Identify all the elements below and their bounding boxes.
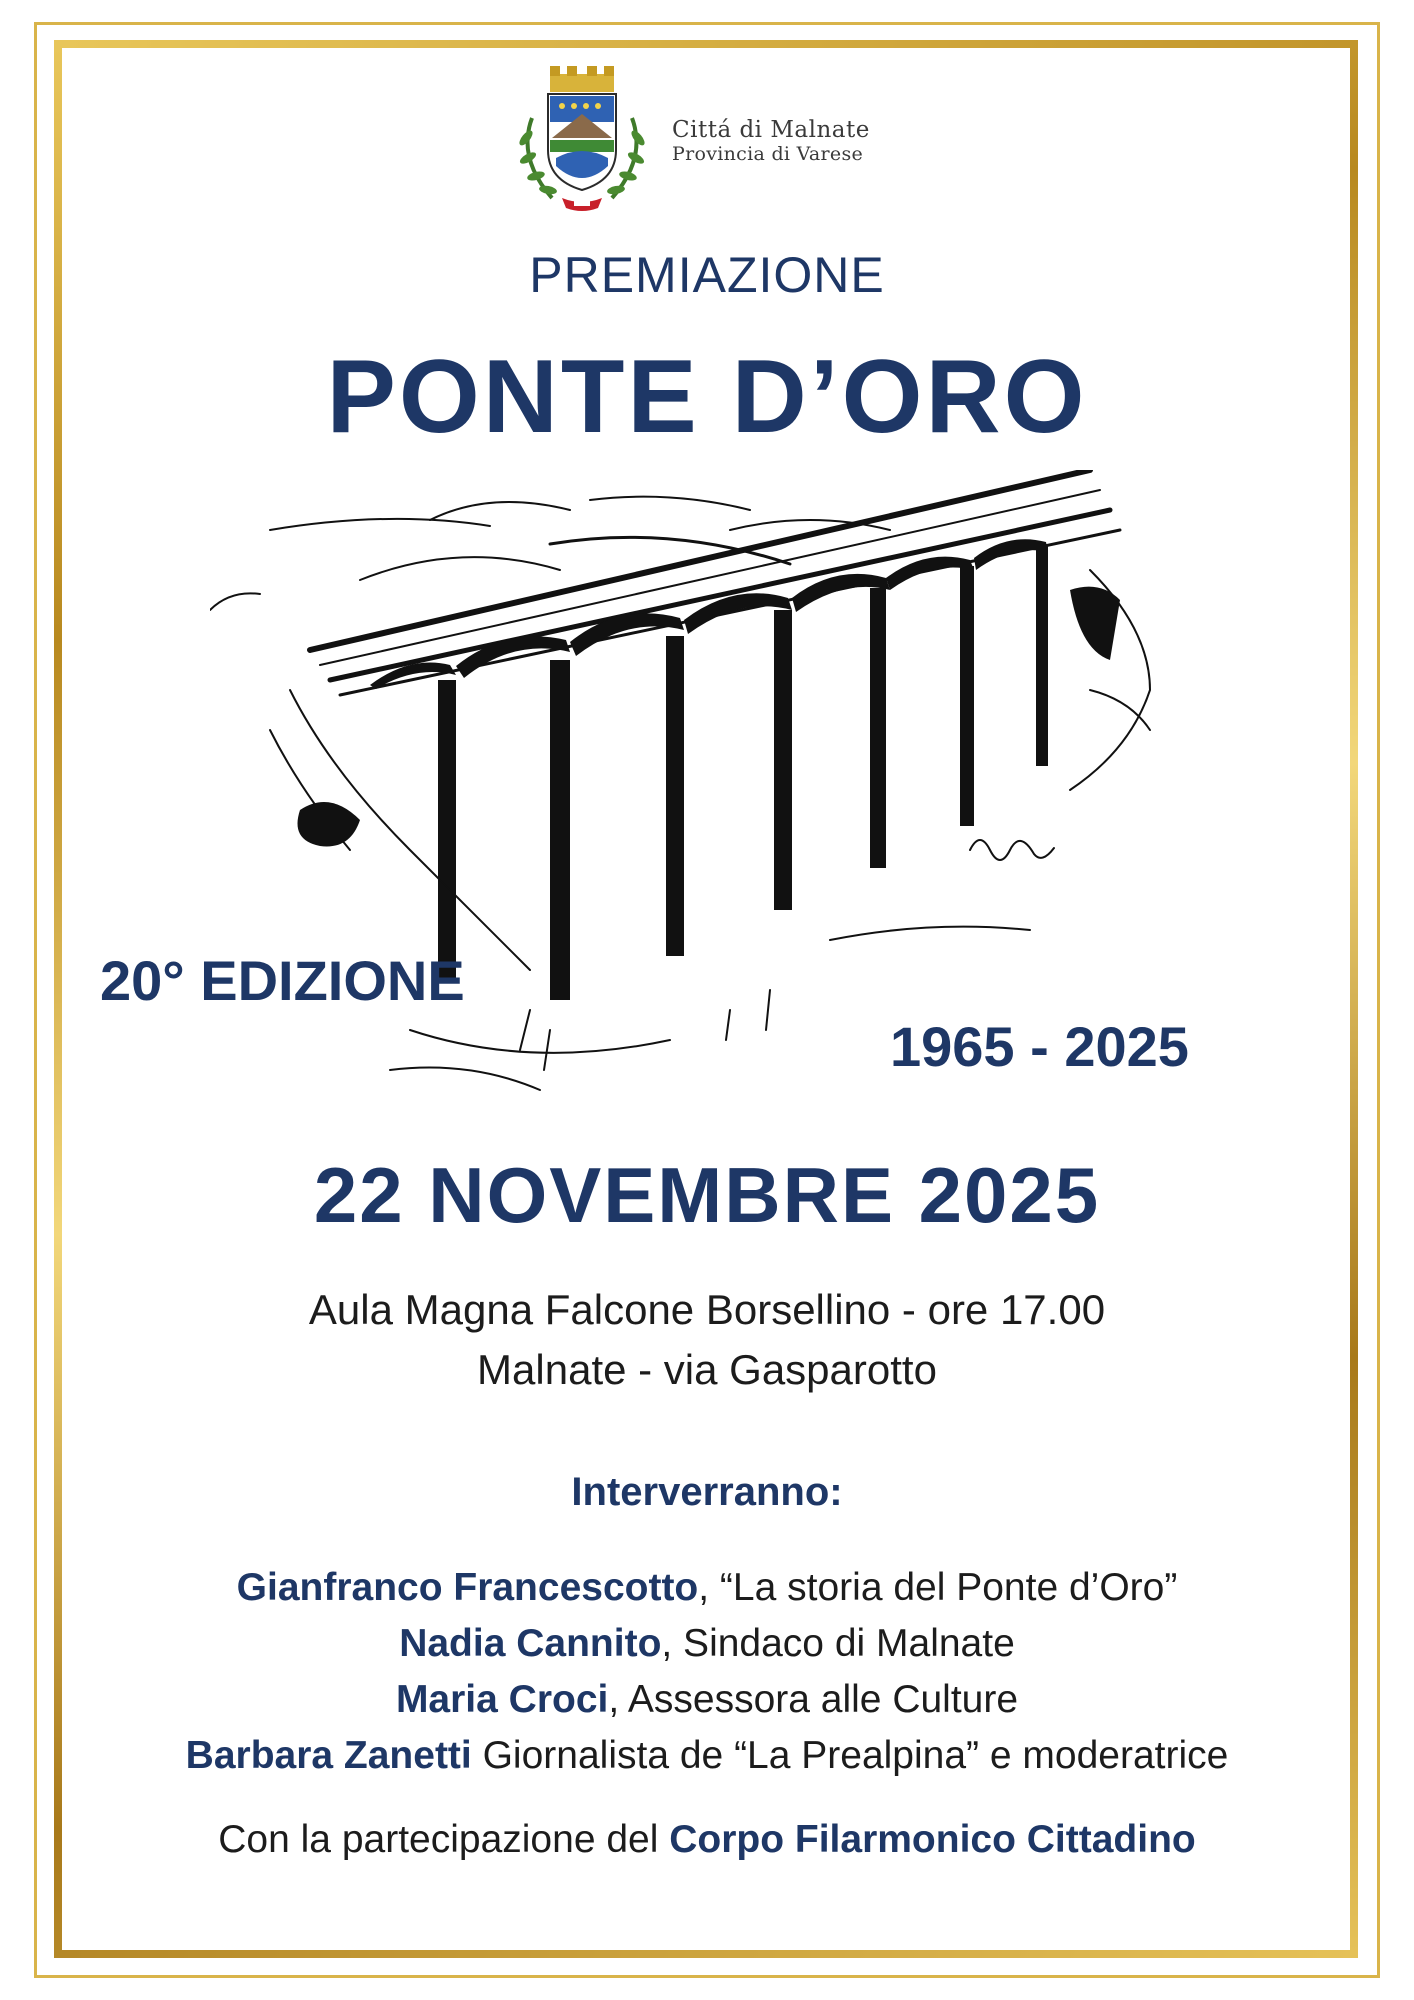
participation-prefix: Con la partecipazione del: [218, 1818, 670, 1861]
speaker-name: Maria Croci: [395, 1678, 609, 1721]
years-label: 1965 - 2025: [890, 1015, 1189, 1078]
event-title: PONTE D’ORO: [326, 339, 1088, 455]
malnate-coat-of-arms-icon: [512, 58, 652, 218]
speakers-heading: Interverranno:: [571, 1470, 843, 1514]
event-kicker: PREMIAZIONE: [529, 247, 885, 303]
edition-label: 20° EDIZIONE: [100, 949, 465, 1012]
speaker-item: [0, 1672, 1414, 1728]
participation-name: Corpo Filarmonico Cittadino: [669, 1818, 1196, 1861]
speaker-role: , “La storia del Ponte d’Oro”: [698, 1566, 1178, 1609]
venue-line-2: Malnate - via Gasparotto: [477, 1346, 937, 1393]
speaker-item: [0, 1560, 1414, 1616]
crest-text: [672, 118, 870, 166]
crest-province: Provincia di Varese: [672, 143, 864, 165]
speaker-role: , Sindaco di Malnate: [661, 1622, 1015, 1665]
speaker-role: , Assessora alle Culture: [608, 1678, 1019, 1721]
speaker-name: Nadia Cannito: [399, 1622, 662, 1665]
participation-line: [0, 1818, 1414, 1862]
venue-line-1: Aula Magna Falcone Borsellino - ore 17.00: [308, 1286, 1106, 1333]
speaker-name: Gianfranco Francescotto: [236, 1566, 699, 1609]
municipality-logo: [512, 58, 912, 218]
speakers-list: [0, 1560, 1414, 1784]
venue-block: [0, 1280, 1414, 1400]
crest-city: Cittá di Malnate: [672, 117, 870, 143]
speaker-role: Giornalista de “La Prealpina” e moderatrice: [471, 1734, 1229, 1777]
speaker-item: [0, 1616, 1414, 1672]
event-date: 22 NOVEMBRE 2025: [313, 1151, 1101, 1239]
speaker-name: Barbara Zanetti: [185, 1734, 472, 1777]
speaker-item: [0, 1728, 1414, 1784]
